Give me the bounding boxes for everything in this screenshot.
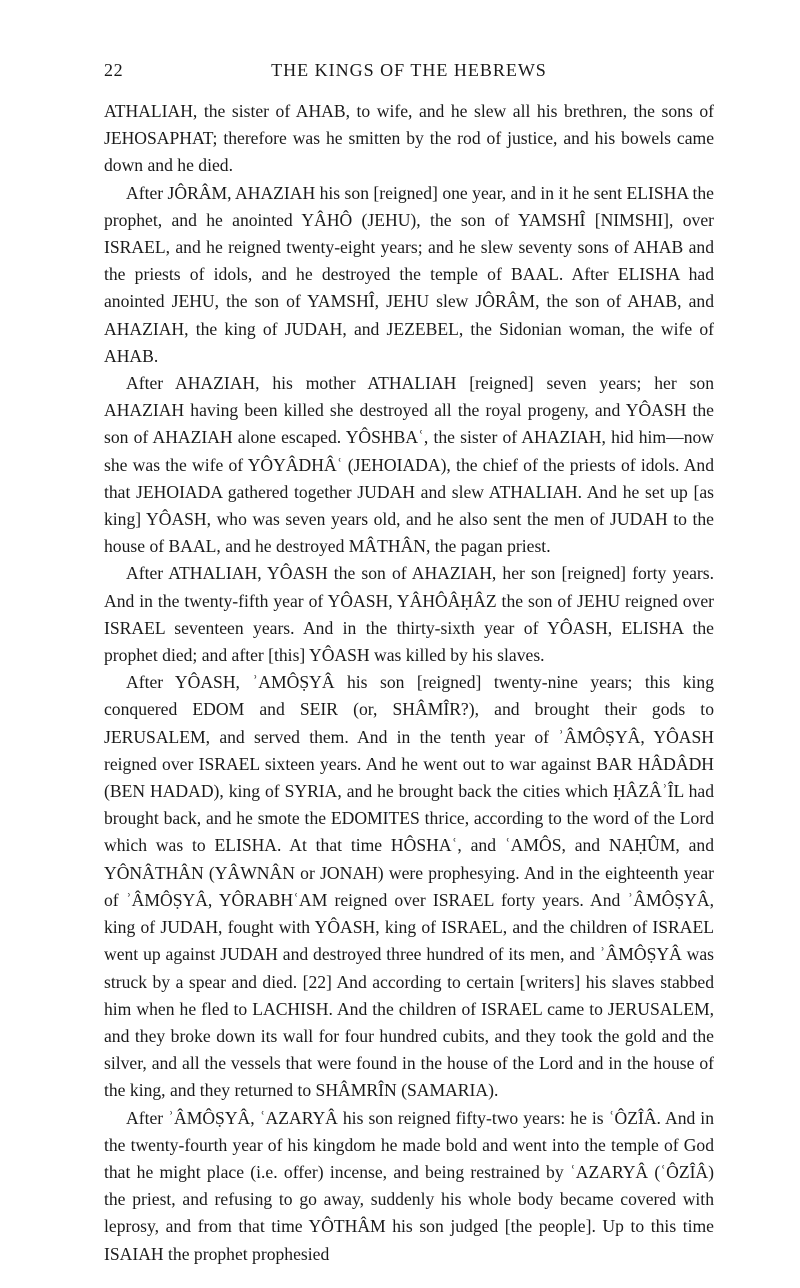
- paragraph-5: After YÔASH, ʾAMÔṢYÂ his son [reigned] twenty-nine years; this king conquered EDOM and SEIR (or, SHÂMÎR?), and brought their gods to JERUSALEM, and served them. And in the tenth year of ʾÂMÔṢYÂ, YÔASH reigned over ISRAEL sixteen years. And he went out to war against BAR HÂDÂDH (BEN HADAD), king of SYRIA, and he brought back the cities which ḤÂZÂʾÎL had brought back, and he smote the EDOMITES thrice, according to the word of the Lord which was to ELISHA. At that time HÔSHAʿ, and ʿAMÔS, and NAḤÛM, and YÔNÂTHÂN (YÂWNÂN or JONAH) were prophesying. And in the eighteenth year of ʾÂMÔṢYÂ, YÔRABHʿAM reigned over ISRAEL forty years. And ʾÂMÔṢYÂ, king of JUDAH, fought with YÔASH, king of ISRAEL, and the children of ISRAEL went up against JUDAH and destroyed three hundred of its men, and ʾÂMÔṢYÂ was struck by a spear and died. [22] And according to certain [writers] his slaves stabbed him when he fled to LACHISH. And the children of ISRAEL came to JERUSALEM, and they broke down its wall for four hundred cubits, and they took the gold and the silver, and all the vessels that were found in the house of the Lord and in the house of the king, and they returned to SHÂMRÎN (SAMARIA).: [104, 672, 714, 1101]
- page-number: 22: [104, 60, 124, 80]
- paragraph-4: After ATHALIAH, YÔASH the son of AHAZIAH, her son [reigned] forty years. And in the twenty-fifth year of YÔASH, YÂHÔÂḤÂZ the son of JEHU reigned over ISRAEL seventeen years. And in the thirty-sixth year of YÔASH, ELISHA the prophet died; and after [this] YÔASH was killed by his slaves.: [104, 563, 714, 666]
- running-title: THE KINGS OF THE HEBREWS: [271, 60, 547, 80]
- paragraph-6: After ʾÂMÔṢYÂ, ʿAZARYÂ his son reigned fifty-two years: he is ʿÔZÎÂ. And in the twenty-fourth year of his kingdom he made bold and went into the temple of God that he might place (i.e. offer) incense, and being restrained by ʿAZARYÂ (ʿÔZÎÂ) the priest, and refusing to go away, suddenly his whole body became covered with leprosy, and from that time YÔTHÂM his son judged [the people]. Up to this time ISAIAH the prophet prophesied: [104, 1107, 714, 1264]
- paragraph-3: After AHAZIAH, his mother ATHALIAH [reigned] seven years; her son AHAZIAH having been killed she destroyed all the royal progeny, and YÔASH the son of AHAZIAH alone escaped. YÔSHBAʿ, the sister of AHAZIAH, hid him—now she was the wife of YÔYÂDHÂʿ (JEHOIADA), the chief of the priests of idols. And that JEHOIADA gathered together JUDAH and slew ATHALIAH. And he set up [as king] YÔASH, who was seven years old, and he also sent the men of JUDAH to the house of BAAL, and he destroyed MÂTHÂN, the pagan priest.: [104, 373, 714, 557]
- book-page: [104, 60, 714, 1268]
- running-head: [104, 60, 714, 94]
- paragraph-2: After JÔRÂM, AHAZIAH his son [reigned] one year, and in it he sent ELISHA the prophet, and he anointed YÂHÔ (JEHU), the son of YAMSHÎ [NIMSHI], over ISRAEL, and he reigned twenty-eight years; and he slew seventy sons of AHAB and the priests of idols, and he destroyed the temple of BAAL. After ELISHA had anointed JEHU, the son of YAMSHÎ, JEHU slew JÔRÂM, the son of AHAB, and AHAZIAH, the king of JUDAH, and JEZEBEL, the Sidonian woman, the wife of AHAB.: [104, 182, 714, 366]
- body-text: [104, 98, 714, 1268]
- paragraph-1: ATHALIAH, the sister of AHAB, to wife, and he slew all his brethren, the sons of JEHOSAPHAT; therefore was he smitten by the rod of justice, and his bowels came down and he died.: [104, 101, 714, 176]
